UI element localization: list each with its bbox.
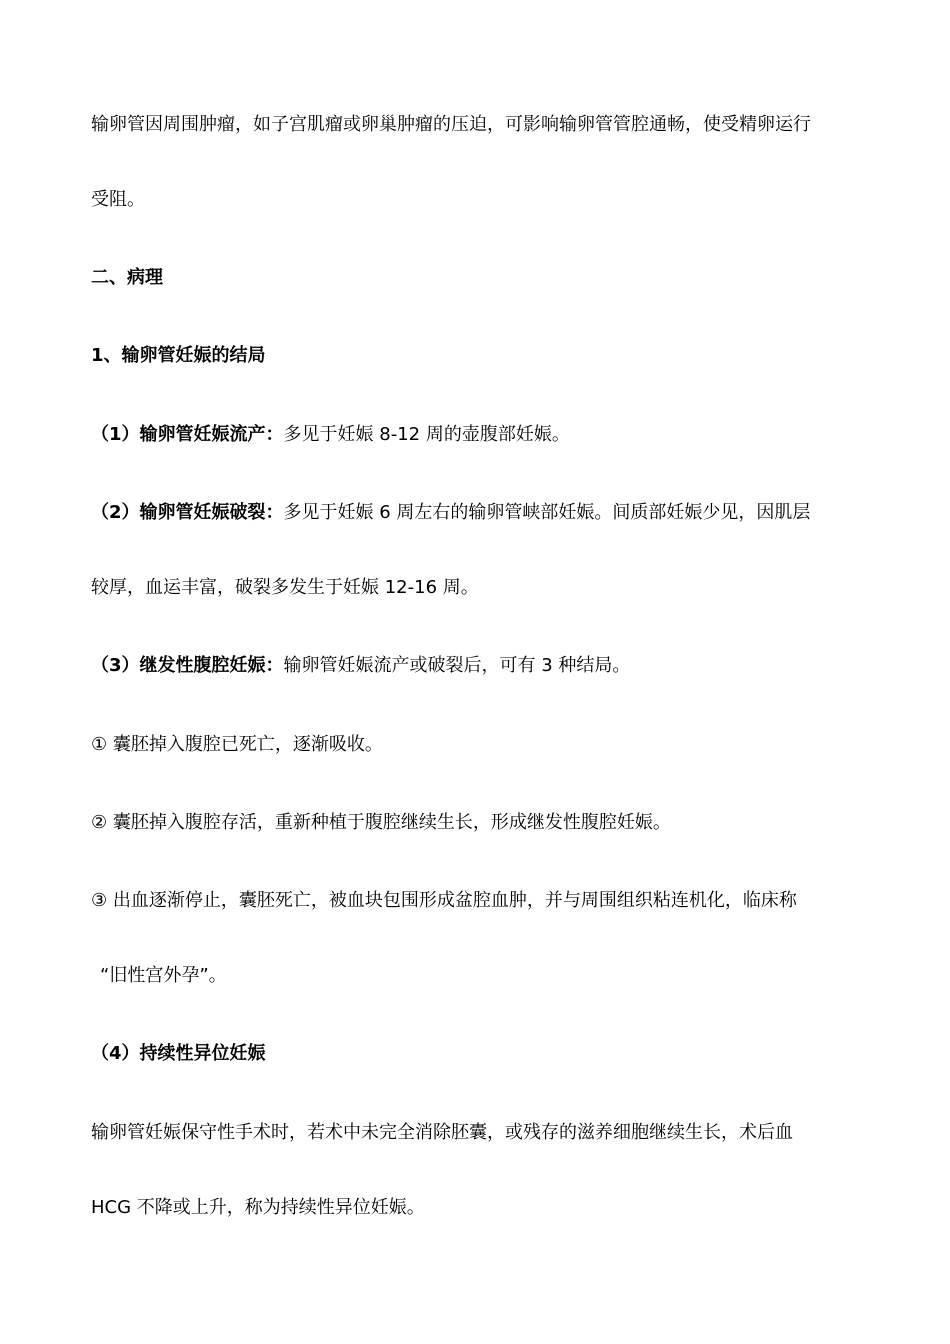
subsection-heading: 1、输卵管妊娠的结局 [91, 345, 266, 366]
list-item-text: 输卵管妊娠流产或破裂后，可有 3 种结局。 [283, 655, 631, 676]
paragraph-line: 受阻。 [91, 189, 145, 210]
list-item-label: （2）输卵管妊娠破裂： [91, 502, 284, 523]
paragraph-line: HCG 不降或上升，称为持续性异位妊娠。 [91, 1197, 425, 1218]
list-item [91, 653, 871, 679]
outcome-item: ③ 出血逐渐停止，囊胚死亡，被血块包围形成盆腔血肿，并与周围组织粘连机化，临床称 [91, 890, 797, 911]
list-item-label: （1）输卵管妊娠流产： [91, 424, 284, 445]
list-item-text: 多见于妊娠 6 周左右的输卵管峡部妊娠。间质部妊娠少见，因肌层 [283, 502, 811, 523]
outcome-item: ① 囊胚掉入腹腔已死亡，逐渐吸收。 [91, 734, 383, 755]
paragraph-line: 输卵管因周围肿瘤，如子宫肌瘤或卵巢肿瘤的压迫，可影响输卵管管腔通畅，使受精卵运行 [91, 114, 811, 135]
section-heading: 二、病理 [91, 267, 163, 288]
paragraph-line: 较厚，血运丰富，破裂多发生于妊娠 12-16 周。 [91, 577, 479, 598]
paragraph-line: 输卵管妊娠保守性手术时，若术中未完全消除胚囊，或残存的滋养细胞继续生长，术后血 [91, 1122, 793, 1143]
subsection-heading: （4）持续性异位妊娠 [91, 1043, 266, 1064]
list-item-label: （3）继发性腹腔妊娠： [91, 655, 284, 676]
list-item [91, 422, 871, 448]
paragraph-line: “旧性宫外孕”。 [100, 965, 227, 986]
list-item-text: 多见于妊娠 8-12 周的壶腹部妊娠。 [283, 424, 570, 445]
list-item [91, 500, 871, 526]
outcome-item: ② 囊胚掉入腹腔存活，重新种植于腹腔继续生长，形成继发性腹腔妊娠。 [91, 812, 671, 833]
